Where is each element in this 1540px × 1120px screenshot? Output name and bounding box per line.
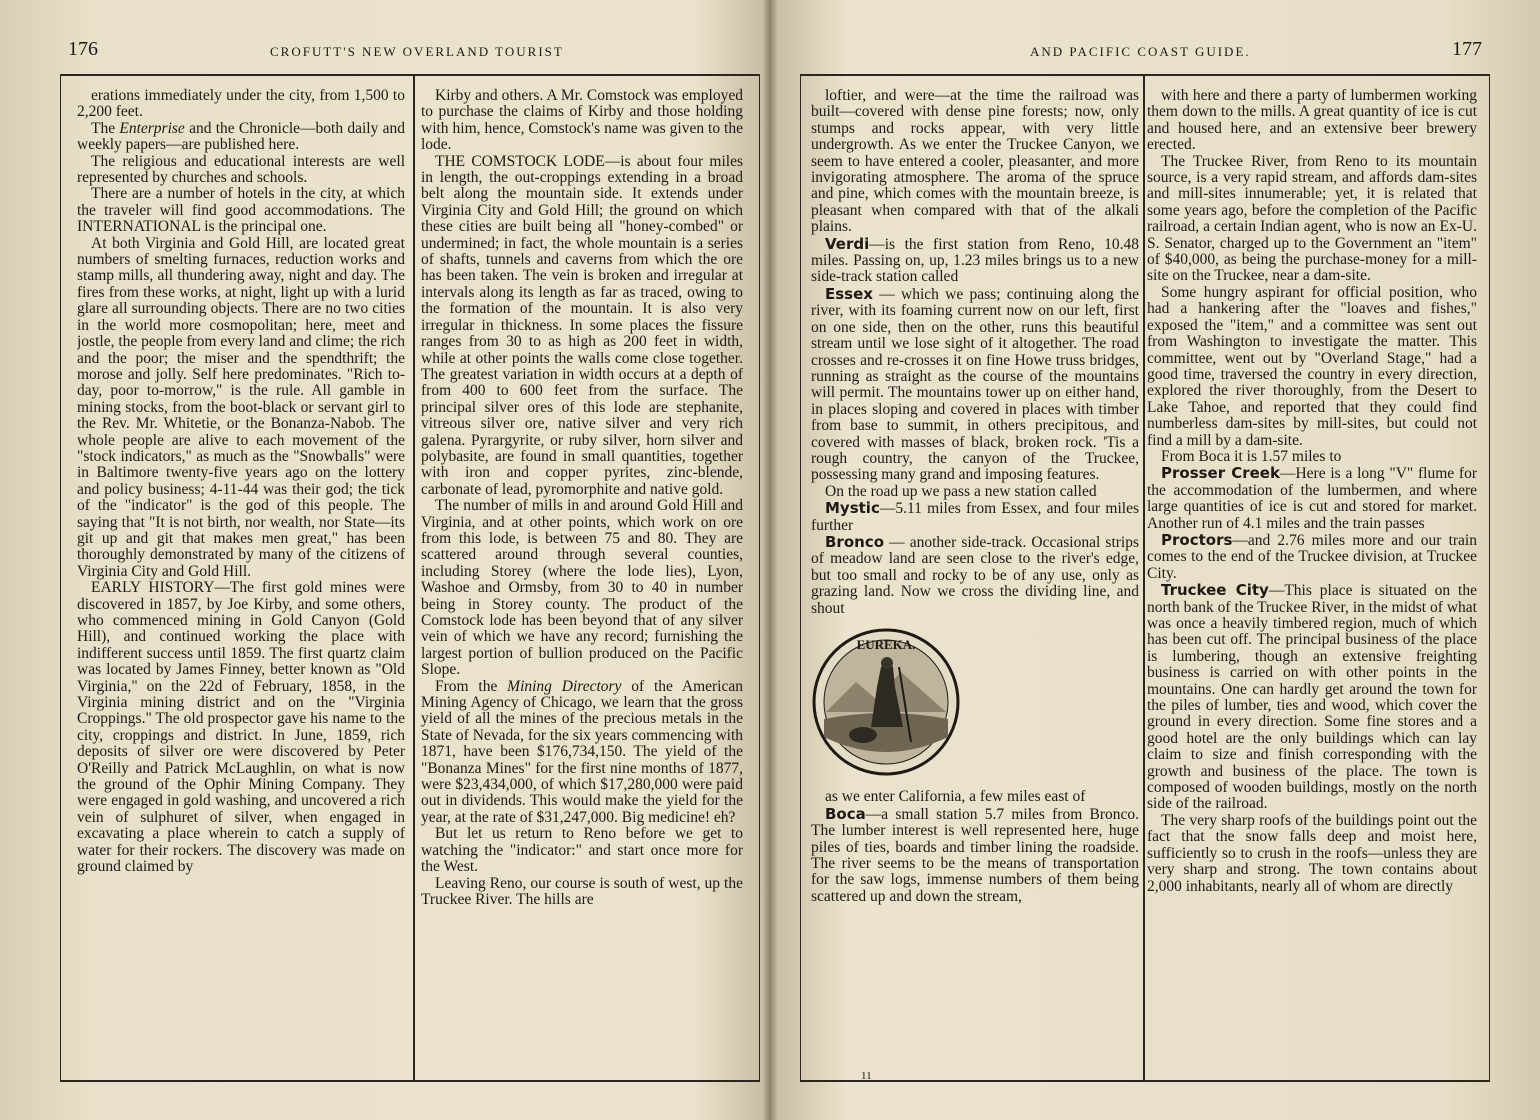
right-column-1	[811, 88, 1139, 1072]
paragraph	[1147, 582, 1477, 813]
right-col1-bottom	[811, 789, 1139, 905]
paragraph-text: But let us return to Reno before we get to watching the "indicator:" and start once more for the West.	[421, 825, 743, 876]
station-name: Essex	[825, 284, 873, 303]
paragraph	[421, 826, 743, 875]
paragraph-text: Kirby and others. A Mr. Comstock was employed to purchase the claims of Kirby and those holding with him, hence, Comstock's name was given to the lode.	[421, 88, 743, 154]
lead-in: Enterprise	[119, 119, 185, 137]
signature-mark: 11	[861, 1070, 872, 1082]
paragraph	[421, 154, 743, 499]
paragraph-text: of the American Mining Agency of Chicago, we learn that the gross yield of all the mines of the precious metals in the State of Nevada, for the six years commencing with 1871, have been $176,734,150. The yield of the "Bonanza Mines" for the first nine months of 1877, were $23,434,000, of which $17,280,000 were paid out in dividends. This would make the yield for the year, at the rate of $31,247,000. Big medicine! eh?	[421, 677, 743, 826]
paragraph	[811, 534, 1139, 617]
paragraph-text: —is the first station from Reno, 10.48 miles. Passing on, up, 1.23 miles brings us to a new side-track station called	[811, 235, 1139, 286]
paragraph	[1147, 154, 1477, 285]
paragraph-text: From Boca it is 1.57 miles to	[1161, 447, 1342, 465]
right-column-2	[1147, 88, 1477, 1072]
paragraph-text: The very sharp roofs of the buildings point out the fact that the snow falls deep and moist here, sufficiently so to crush in the roofs—unless they are very sharp and strong. The town contains about 2,000 inhabitants, nearly all of whom are directly	[1147, 811, 1477, 895]
paragraph-text: —and 2.76 miles more and our train comes to the end of the Truckee division, at Truckee City.	[1147, 531, 1477, 582]
paragraph-text: The number of mills in and around Gold Hill and Virginia, and at other points, which work on ore from this lode, is between 75 and 80. They are scattered around through several counties, including Storey (where the lode lies), Lyon, Washoe and Ormsby, from 30 to 40 in number being in Storey county. The product of the Comstock lode has been beyond that of any silver vein of which we have any record; furnishing the largest portion of bullion produced on the Pacific Slope.	[421, 497, 743, 679]
station-name: Boca	[825, 804, 866, 823]
paragraph	[1147, 285, 1477, 449]
paragraph-text: —5.11 miles from Essex, and four miles further	[811, 500, 1139, 534]
paragraph	[77, 580, 405, 875]
paragraph-text: Leaving Reno, our course is south of west, up the Truckee River. The hills are	[421, 874, 743, 908]
paragraph	[811, 286, 1139, 484]
paragraph	[811, 500, 1139, 534]
running-head: AND PACIFIC COAST GUIDE.	[1030, 44, 1251, 59]
paragraph	[77, 121, 405, 154]
paragraph-text: with here and there a party of lumbermen working them down to the mills. A great quantity of ice is cut and housed here, and an extensive beer brewery erected.	[1147, 88, 1477, 154]
paragraph-text: —The first gold mines were discovered in 1857, by Joe Kirby, and some others, who commenced mining in Gold Canyon (Gold Hill), and continued working the place with indifferent success until 1859. The first quartz claim was located by James Finney, better known as "Old Virginia," on the 22d of February, 1858, in the Virginia mining district and on the "Virginia Croppings." The old prospector gave his name to the city, croppings and district. In June, 1859, rich deposits of silver ore were discovered by Peter O'Reilly and Patrick McLaughlin, on what is now the ground of the Ophir Mining Company. They were engaged in gold washing, and uncovered a rich vein of sulphuret of silver, when engaged in excavating a place wherein to catch a supply of water for their rockers. The discovery was made on ground claimed by	[77, 579, 405, 876]
paragraph	[1147, 465, 1477, 532]
seal-motto: EUREKA.	[856, 637, 916, 652]
paragraph-text: and the Chronicle—both daily and weekly papers—are published here.	[77, 119, 405, 154]
right-page-body	[800, 74, 1490, 1082]
paragraph-text: —a small station 5.7 miles from Bronco. The lumber interest is well represented here, huge piles of ties, boards and timber lining the roadside. The river seems to be the means of transportation for the saw logs, immense numbers of them being scattered up and down the stream,	[811, 805, 1139, 905]
lead-in: Mining Directory	[507, 677, 622, 695]
paragraph	[811, 806, 1139, 905]
lead-in: EARLY HISTORY	[91, 579, 215, 597]
paragraph	[1147, 449, 1477, 465]
paragraph	[77, 186, 405, 235]
right-page-header	[800, 28, 1490, 76]
paragraph-text: —Here is a long "V" flume for the accommodation of the lumbermen, and where large quantities of ice is cut and stored for market. Another run of 4.1 miles and the train passes	[1147, 465, 1477, 532]
paragraph	[811, 789, 1139, 805]
paragraph	[811, 236, 1139, 286]
paragraph-text: At both Virginia and Gold Hill, are located great numbers of smelting furnaces, reduction works and stamp mills, all thundering away, night and day. The fires from these works, at night, light up with a lurid glare all surrounding objects. There are no two cities in the world more cosmopolitan; here, meet and jostle, the people from every land and clime; the rich and the poor; the miser and the spendthrift; the morose and jolly. Self here predominates. "Rich to-day, poor to-morrow," is the rule. All gamble in mining stocks, from the boot-black or servant girl to the Rev. Mr. Whitetie, or the Bonanza-Nabob. The whole people are alive to each movement of the "stock indicators," as much as the "Snowballs" were in Baltimore twenty-five years ago on the lottery and policy business; 4-11-44 was their god; the tick of the "indicator" is the god of this people. The saying that "It is not birth, nor wealth, nor State—its git up and git that makes men great," has been thoroughly demonstrated by many of the citizens of Virginia City and Gold Hill.	[77, 234, 405, 580]
right-page	[800, 28, 1490, 1083]
paragraph	[811, 484, 1139, 500]
station-name: Mystic	[825, 499, 880, 518]
paragraph-text: On the road up we pass a new station called	[825, 482, 1097, 500]
paragraph	[1147, 813, 1477, 895]
left-column-1	[77, 88, 405, 1072]
paragraph-text: as we enter California, a few miles east of	[825, 788, 1086, 806]
left-page-body	[60, 74, 760, 1082]
paragraph	[1147, 88, 1477, 154]
paragraph	[421, 88, 743, 154]
station-name: Prosser Creek	[1161, 464, 1280, 483]
lead-in: THE COMSTOCK LODE	[435, 152, 605, 170]
paragraph-text: There are a number of hotels in the city, at which the traveler will find good accommodations. The INTERNATIONAL is the principal one.	[77, 185, 405, 236]
station-name: Bronco	[825, 532, 885, 551]
paragraph	[77, 88, 405, 121]
paragraph-text: loftier, and were—at the time the railroad was built—covered with dense pine forests; now, only stumps and rocks appear, with very little undergrowth. As we enter the Truckee Canyon, we seem to have entered a cooler, pleasanter, and more invigorating atmosphere. The aroma of the spruce and pine, which comes with the mountain breeze, is pleasant when compared with that of the alkali plains.	[811, 88, 1139, 236]
paragraph	[811, 88, 1139, 236]
page-number: 176	[68, 38, 98, 60]
paragraph-text: The Truckee River, from Reno to its mountain source, is a very rapid stream, and affords dam-sites and mill-sites innumerable; yet, it is related that some years ago, before the completion of the Pacific railroad, a certain Indian agent, who is now an Ex-U. S. Senator, charged up to the Government an "item" of $40,000, as being the purchase-money for a mill-site on the Truckee, near a dam-site.	[1147, 152, 1477, 285]
left-page	[60, 28, 760, 1083]
column-rule	[413, 74, 415, 1080]
paragraph	[421, 679, 743, 827]
california-seal-image	[811, 627, 961, 777]
paragraph-text: —is about four miles in length, the out-croppings extending in a broad belt along the mountain side. It extends under Virginia City and Gold Hill; the ground on which these cities are built being all "honey-combed" or undermined; in fact, the whole mountain is a series of shafts, tunnels and caverns from which the ore has been taken. The vein is broken and irregular at intervals along its length as far as traced, owing to the formation of the mountain. It is also very irregular in thickness. In some places the fissure ranges from 30 to as high as 200 feet in width, while at other points the walls come close together. The greatest variation in width occurs at a depth of from 400 to 600 feet from the surface. The principal silver ores of this lode are stephanite, vitreous silver ore, native silver and very rich galena. Pyrargyrite, or ruby silver, horn silver and polybasite, are found in small quantities, together with iron and copper pyrites, zinc-blende, carbonate of lead, pyromorphite and native gold.	[421, 152, 743, 498]
paragraph-text: Some hungry aspirant for official position, who had a hankering after the "loaves and fishes," exposed the "item," and a committee was sent out from Washington to investigate the matter. This committee, went out by "Overland Stage," had a good time, traversed the country in every direction, explored the river thoroughly, from the Desert to Lake Tahoe, and reported that they could find numberless dam-sites by mill-sites, but could not find a mill by a dam-site.	[1147, 283, 1477, 449]
running-head: CROFUTT'S NEW OVERLAND TOURIST	[270, 44, 564, 59]
paragraph-text: — which we pass; continuing along the river, with its foaming current now on our left, first on one side, then on the other, runs this beautiful stream until we lose sight of it altogether. The road crosses and re-crosses it on fine Howe truss bridges, running as straight as the course of the mountains will permit. The mountains tower up on either hand, in places sloping and covered in places with timber from base to summit, in others precipitous, and covered with masses of black, broken rock. 'Tis a rough country, the canyon of the Truckee, possessing many grand and imposing features.	[811, 285, 1139, 484]
left-column-2	[421, 88, 743, 1072]
paragraph-text: — another side-track. Occasional strips of meadow land are seen close to the river's edge, but too small and rocky to be of any use, only as grazing land. Now we cross the dividing line, and shout	[811, 533, 1139, 617]
paragraph	[77, 154, 405, 187]
station-name: Verdi	[825, 234, 870, 253]
station-name: Proctors	[1161, 530, 1233, 549]
paragraph-text: —This place is situated on the north bank of the Truckee River, in the midst of what was once a heavily timbered region, much of which has been cut off. The principal business of the place is lumbering, though an extensive freighting business is carried on with other points in the mountains. One can hardly get around the town for the piles of lumber, ties and wood, which cover the ground in every direction. Some fine stores and a good hotel are the only buildings which can lay claim to size and finish corresponding with the growth and business of the place. The town is composed of wooden buildings, mostly on the north side of the railroad.	[1147, 582, 1477, 813]
paragraph	[1147, 532, 1477, 582]
left-page-header	[60, 28, 760, 76]
page-number: 177	[1452, 38, 1482, 60]
paragraph-pre: The	[91, 119, 120, 137]
paragraph-text: erations immediately under the city, from 1,500 to 2,200 feet.	[77, 88, 405, 121]
paragraph-pre: From the	[435, 677, 508, 695]
paragraph	[421, 876, 743, 909]
station-name: Truckee City	[1161, 581, 1269, 600]
paragraph-text: The religious and educational interests are well represented by churches and schools.	[77, 152, 405, 187]
paragraph	[77, 236, 405, 581]
right-col1-top	[811, 88, 1139, 617]
column-rule	[1143, 74, 1145, 1080]
paragraph	[421, 498, 743, 678]
